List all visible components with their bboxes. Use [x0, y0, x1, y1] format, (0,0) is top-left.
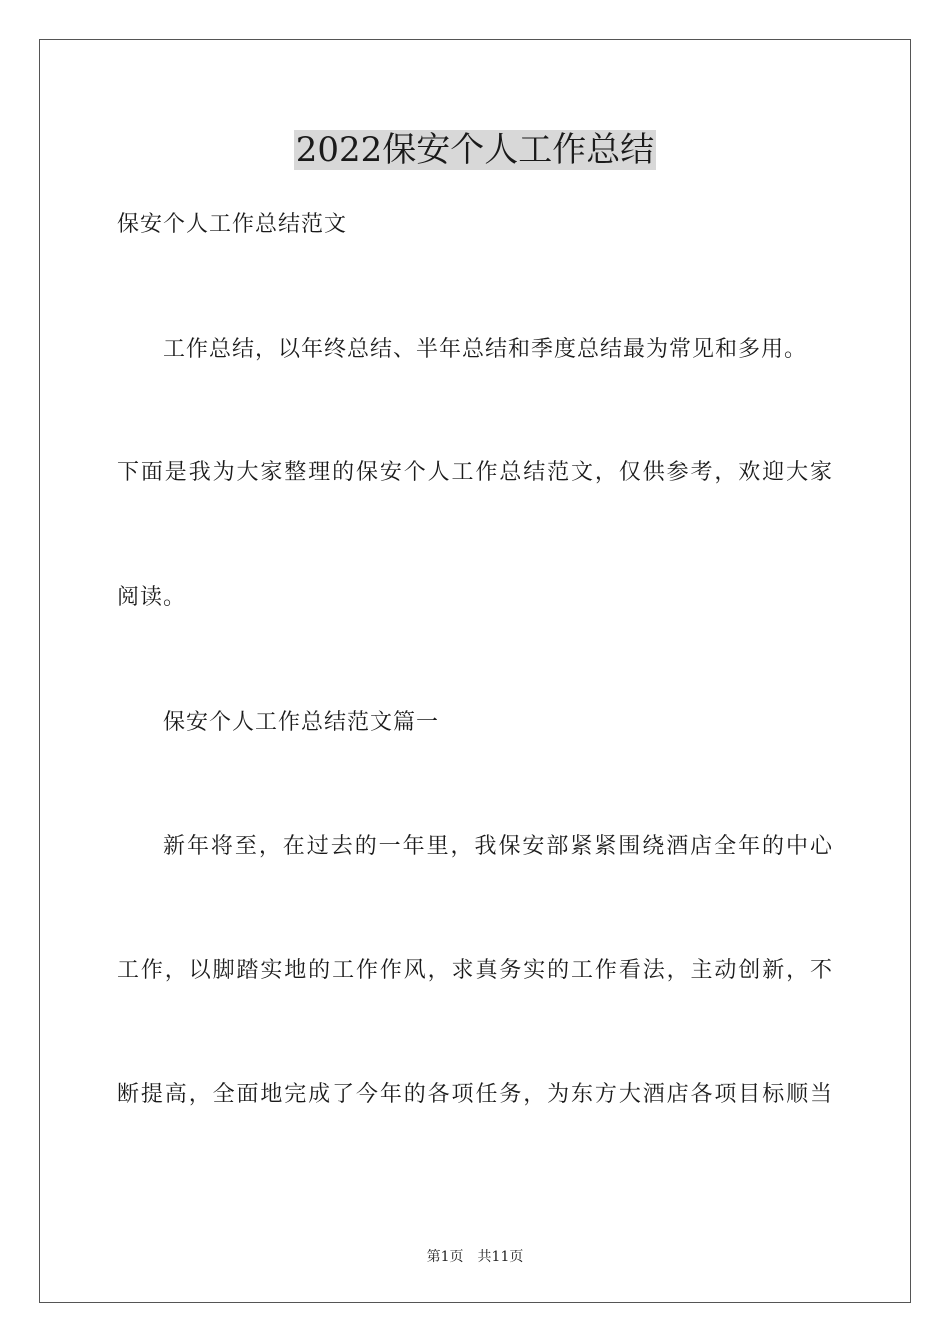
- paragraph-line: 工作，以脚踏实地的工作作风，求真务实的工作看法，主动创新，不: [117, 958, 833, 983]
- paragraph-line: 下面是我为大家整理的保安个人工作总结范文，仅供参考，欢迎大家: [117, 460, 833, 485]
- document-subtitle: 保安个人工作总结范文: [117, 212, 348, 237]
- page-footer: [0, 1247, 950, 1267]
- page-number: 第1页: [426, 1249, 464, 1265]
- total-pages: 共11页: [477, 1249, 524, 1265]
- section-heading: 保安个人工作总结范文篇一: [163, 710, 440, 735]
- paragraph-line: 阅读。: [117, 585, 187, 610]
- paragraph-line: 断提高，全面地完成了今年的各项任务，为东方大酒店各项目标顺当: [117, 1082, 833, 1107]
- document-title: [0, 128, 950, 172]
- document-title-text: 2022保安个人工作总结: [295, 130, 655, 170]
- paragraph-line: 工作总结，以年终总结、半年总结和季度总结最为常见和多用。: [163, 337, 808, 362]
- paragraph-line: 新年将至，在过去的一年里，我保安部紧紧围绕酒店全年的中心: [163, 834, 833, 859]
